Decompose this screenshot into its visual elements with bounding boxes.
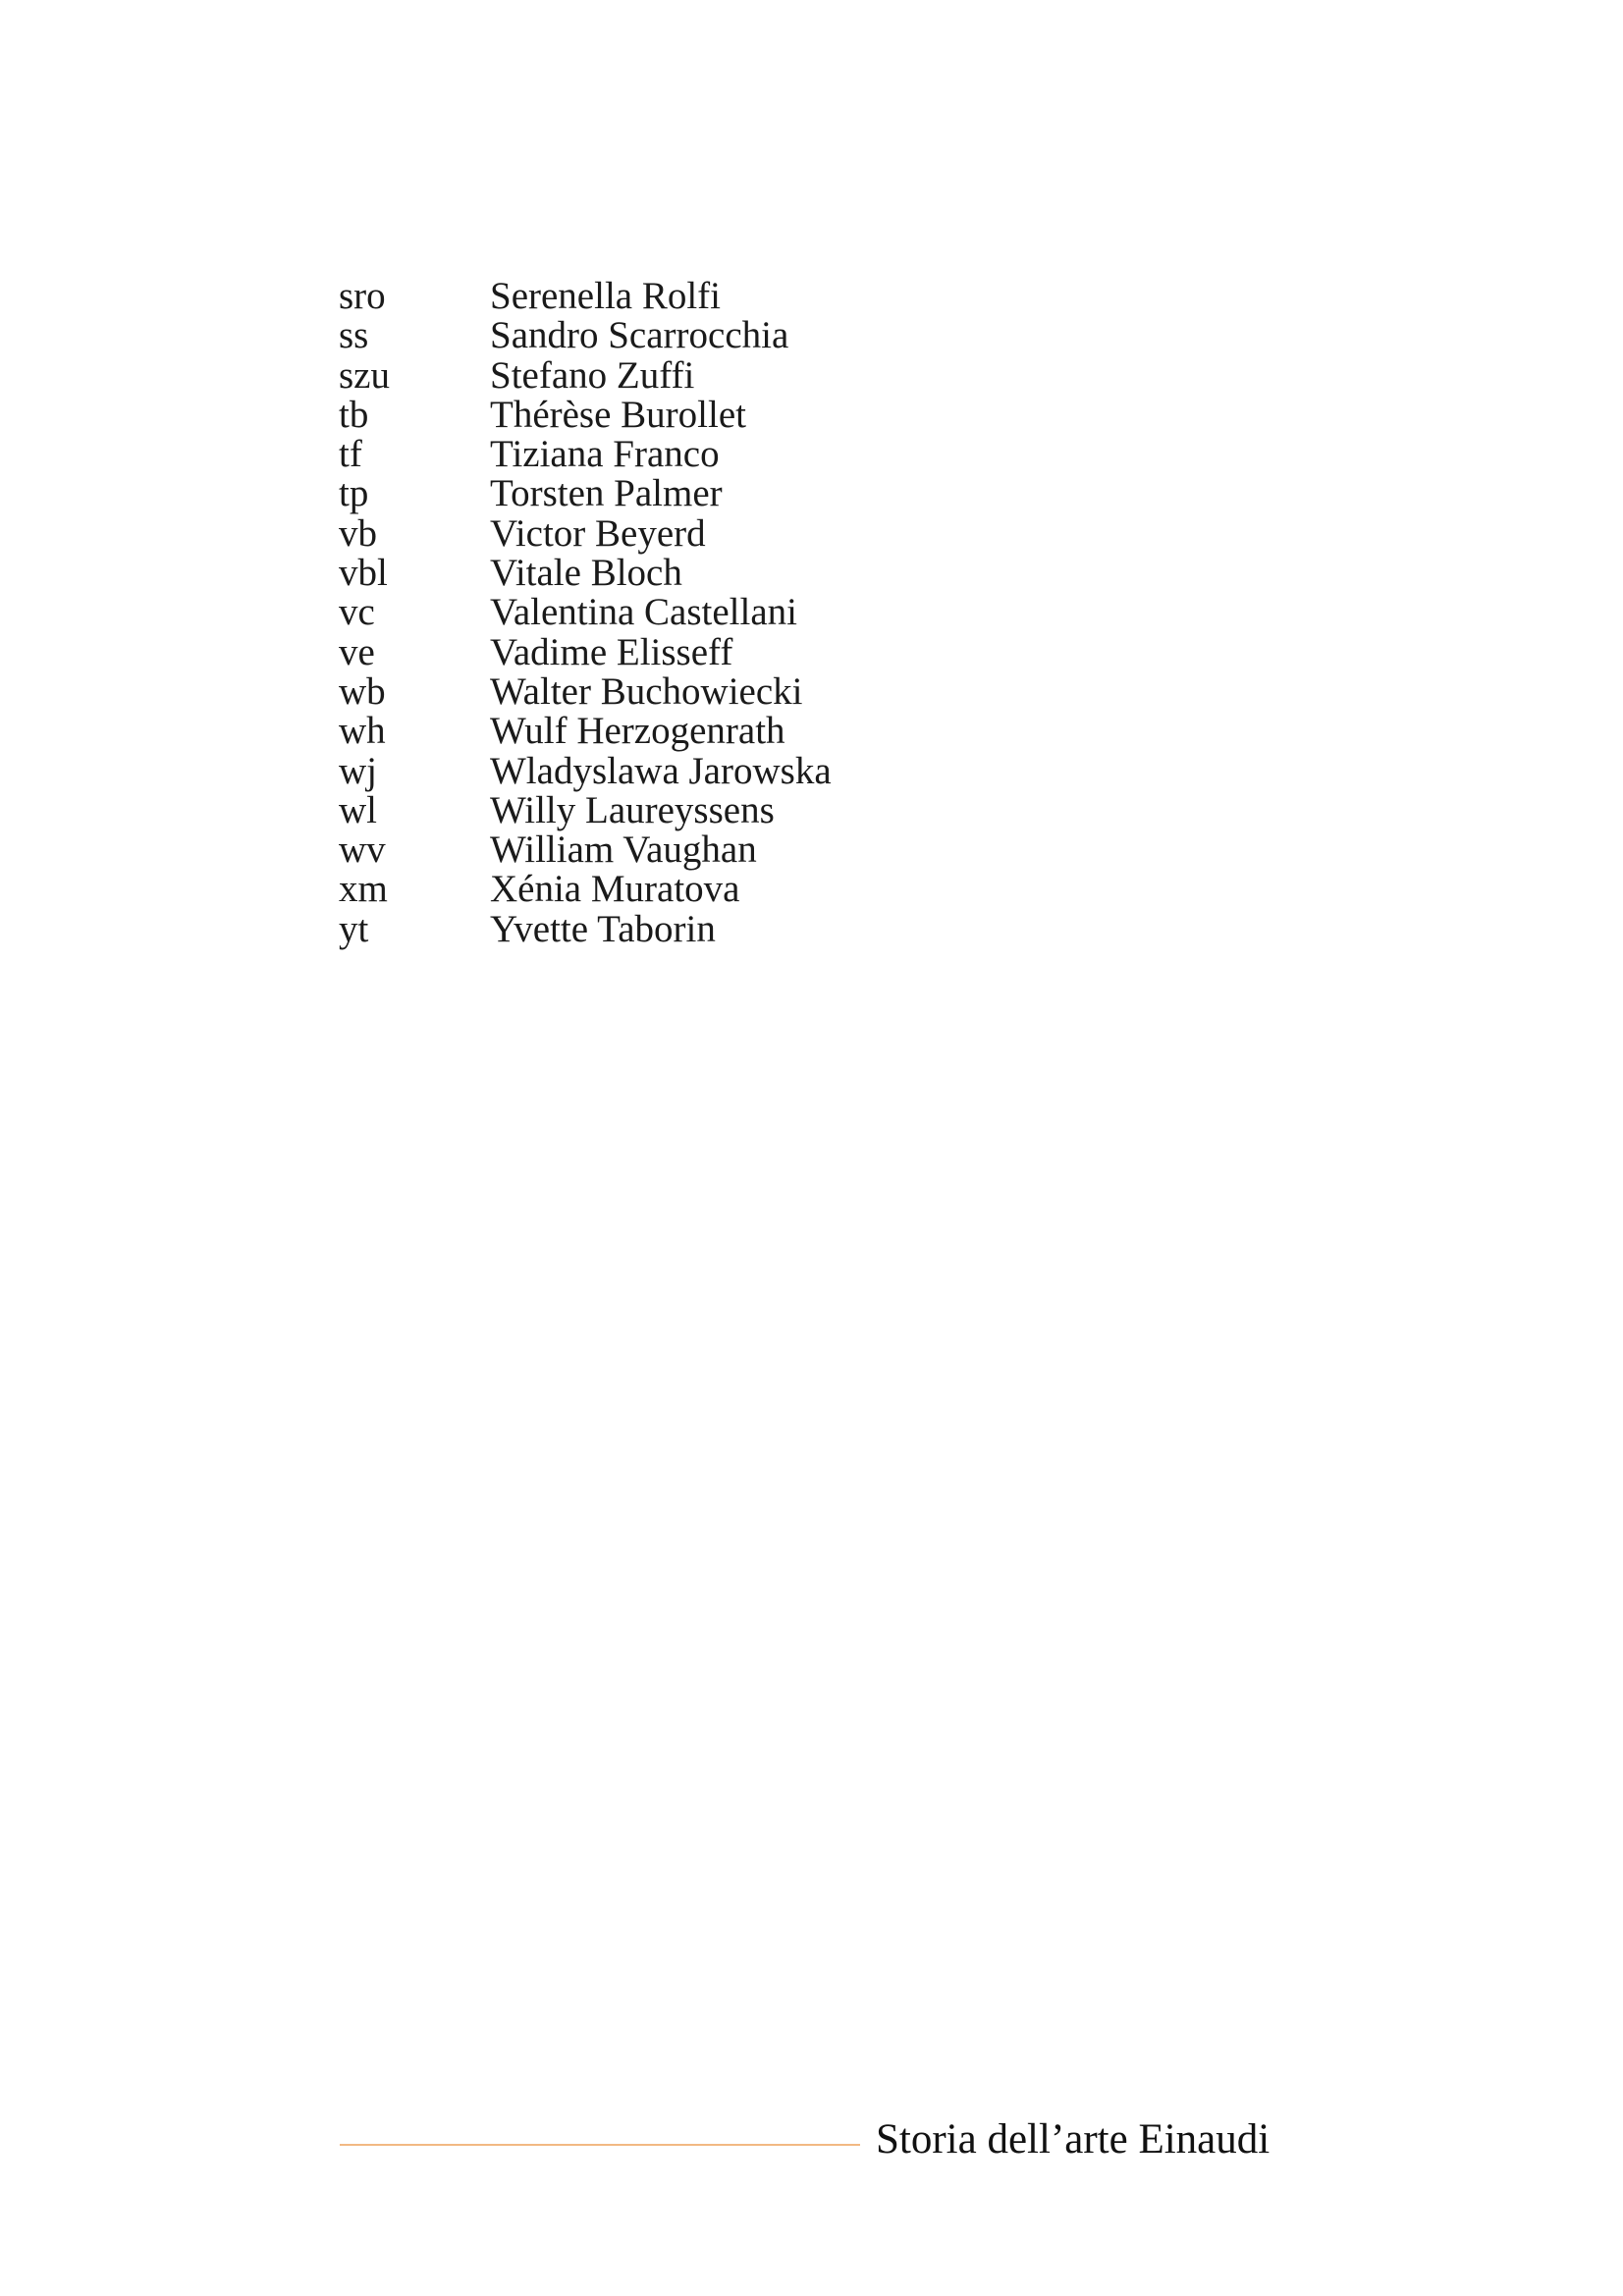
abbreviation-code: ss (339, 314, 369, 357)
abbreviation-code: tp (339, 472, 369, 515)
list-item (339, 907, 832, 950)
list-item (339, 393, 832, 436)
abbreviation-code: ve (339, 630, 375, 673)
list-item (339, 593, 832, 632)
list-item (339, 511, 832, 555)
list-item (339, 316, 832, 355)
list-item (339, 630, 832, 673)
abbreviation-code: tb (339, 393, 369, 436)
list-item (339, 474, 832, 513)
abbreviation-code: wl (339, 788, 377, 831)
contributor-name: Xénia Muratova (490, 868, 740, 911)
contributor-name: Stefano Zuffi (490, 353, 695, 397)
contributor-name: Willy Laureyssens (490, 788, 775, 831)
abbreviation-code: wb (339, 669, 386, 713)
list-item (339, 277, 832, 316)
list-item (339, 749, 832, 792)
abbreviation-code: wj (339, 749, 377, 792)
list-item (339, 712, 832, 751)
abbreviation-code: yt (339, 907, 369, 950)
contributor-name: Walter Buchowiecki (490, 669, 803, 713)
abbreviation-code: vc (339, 591, 375, 634)
contributor-name: Wladyslawa Jarowska (490, 749, 832, 792)
abbreviation-code: szu (339, 353, 390, 397)
contributor-name: Torsten Palmer (490, 472, 723, 515)
list-item (339, 435, 832, 474)
list-item (339, 669, 832, 713)
list-item (339, 554, 832, 593)
contributor-name: Vitale Bloch (490, 552, 682, 595)
footer-rule (340, 2144, 860, 2146)
contributor-abbreviation-list (339, 277, 832, 949)
list-item (339, 830, 832, 870)
list-item (339, 788, 832, 831)
list-item (339, 353, 832, 397)
contributor-name: Sandro Scarrocchia (490, 314, 789, 357)
contributor-name: William Vaughan (490, 828, 757, 872)
abbreviation-code: vb (339, 511, 377, 555)
abbreviation-code: xm (339, 868, 388, 911)
contributor-name: Tiziana Franco (490, 433, 720, 476)
abbreviation-code: wh (339, 710, 386, 753)
abbreviation-code: vbl (339, 552, 388, 595)
contributor-name: Thérèse Burollet (490, 393, 746, 436)
page-footer (340, 2110, 1297, 2169)
abbreviation-code: tf (339, 433, 362, 476)
contributor-name: Victor Beyerd (490, 511, 706, 555)
contributor-name: Yvette Taborin (490, 907, 716, 950)
abbreviation-code: wv (339, 828, 386, 872)
publication-title: Storia dell’arte Einaudi (876, 2116, 1271, 2163)
contributor-name: Wulf Herzogenrath (490, 710, 785, 753)
contributor-name: Vadime Elisseff (490, 630, 733, 673)
list-item (339, 870, 832, 909)
contributor-name: Serenella Rolfi (490, 275, 722, 317)
contributor-name: Valentina Castellani (490, 591, 797, 634)
abbreviation-code: sro (339, 275, 386, 317)
